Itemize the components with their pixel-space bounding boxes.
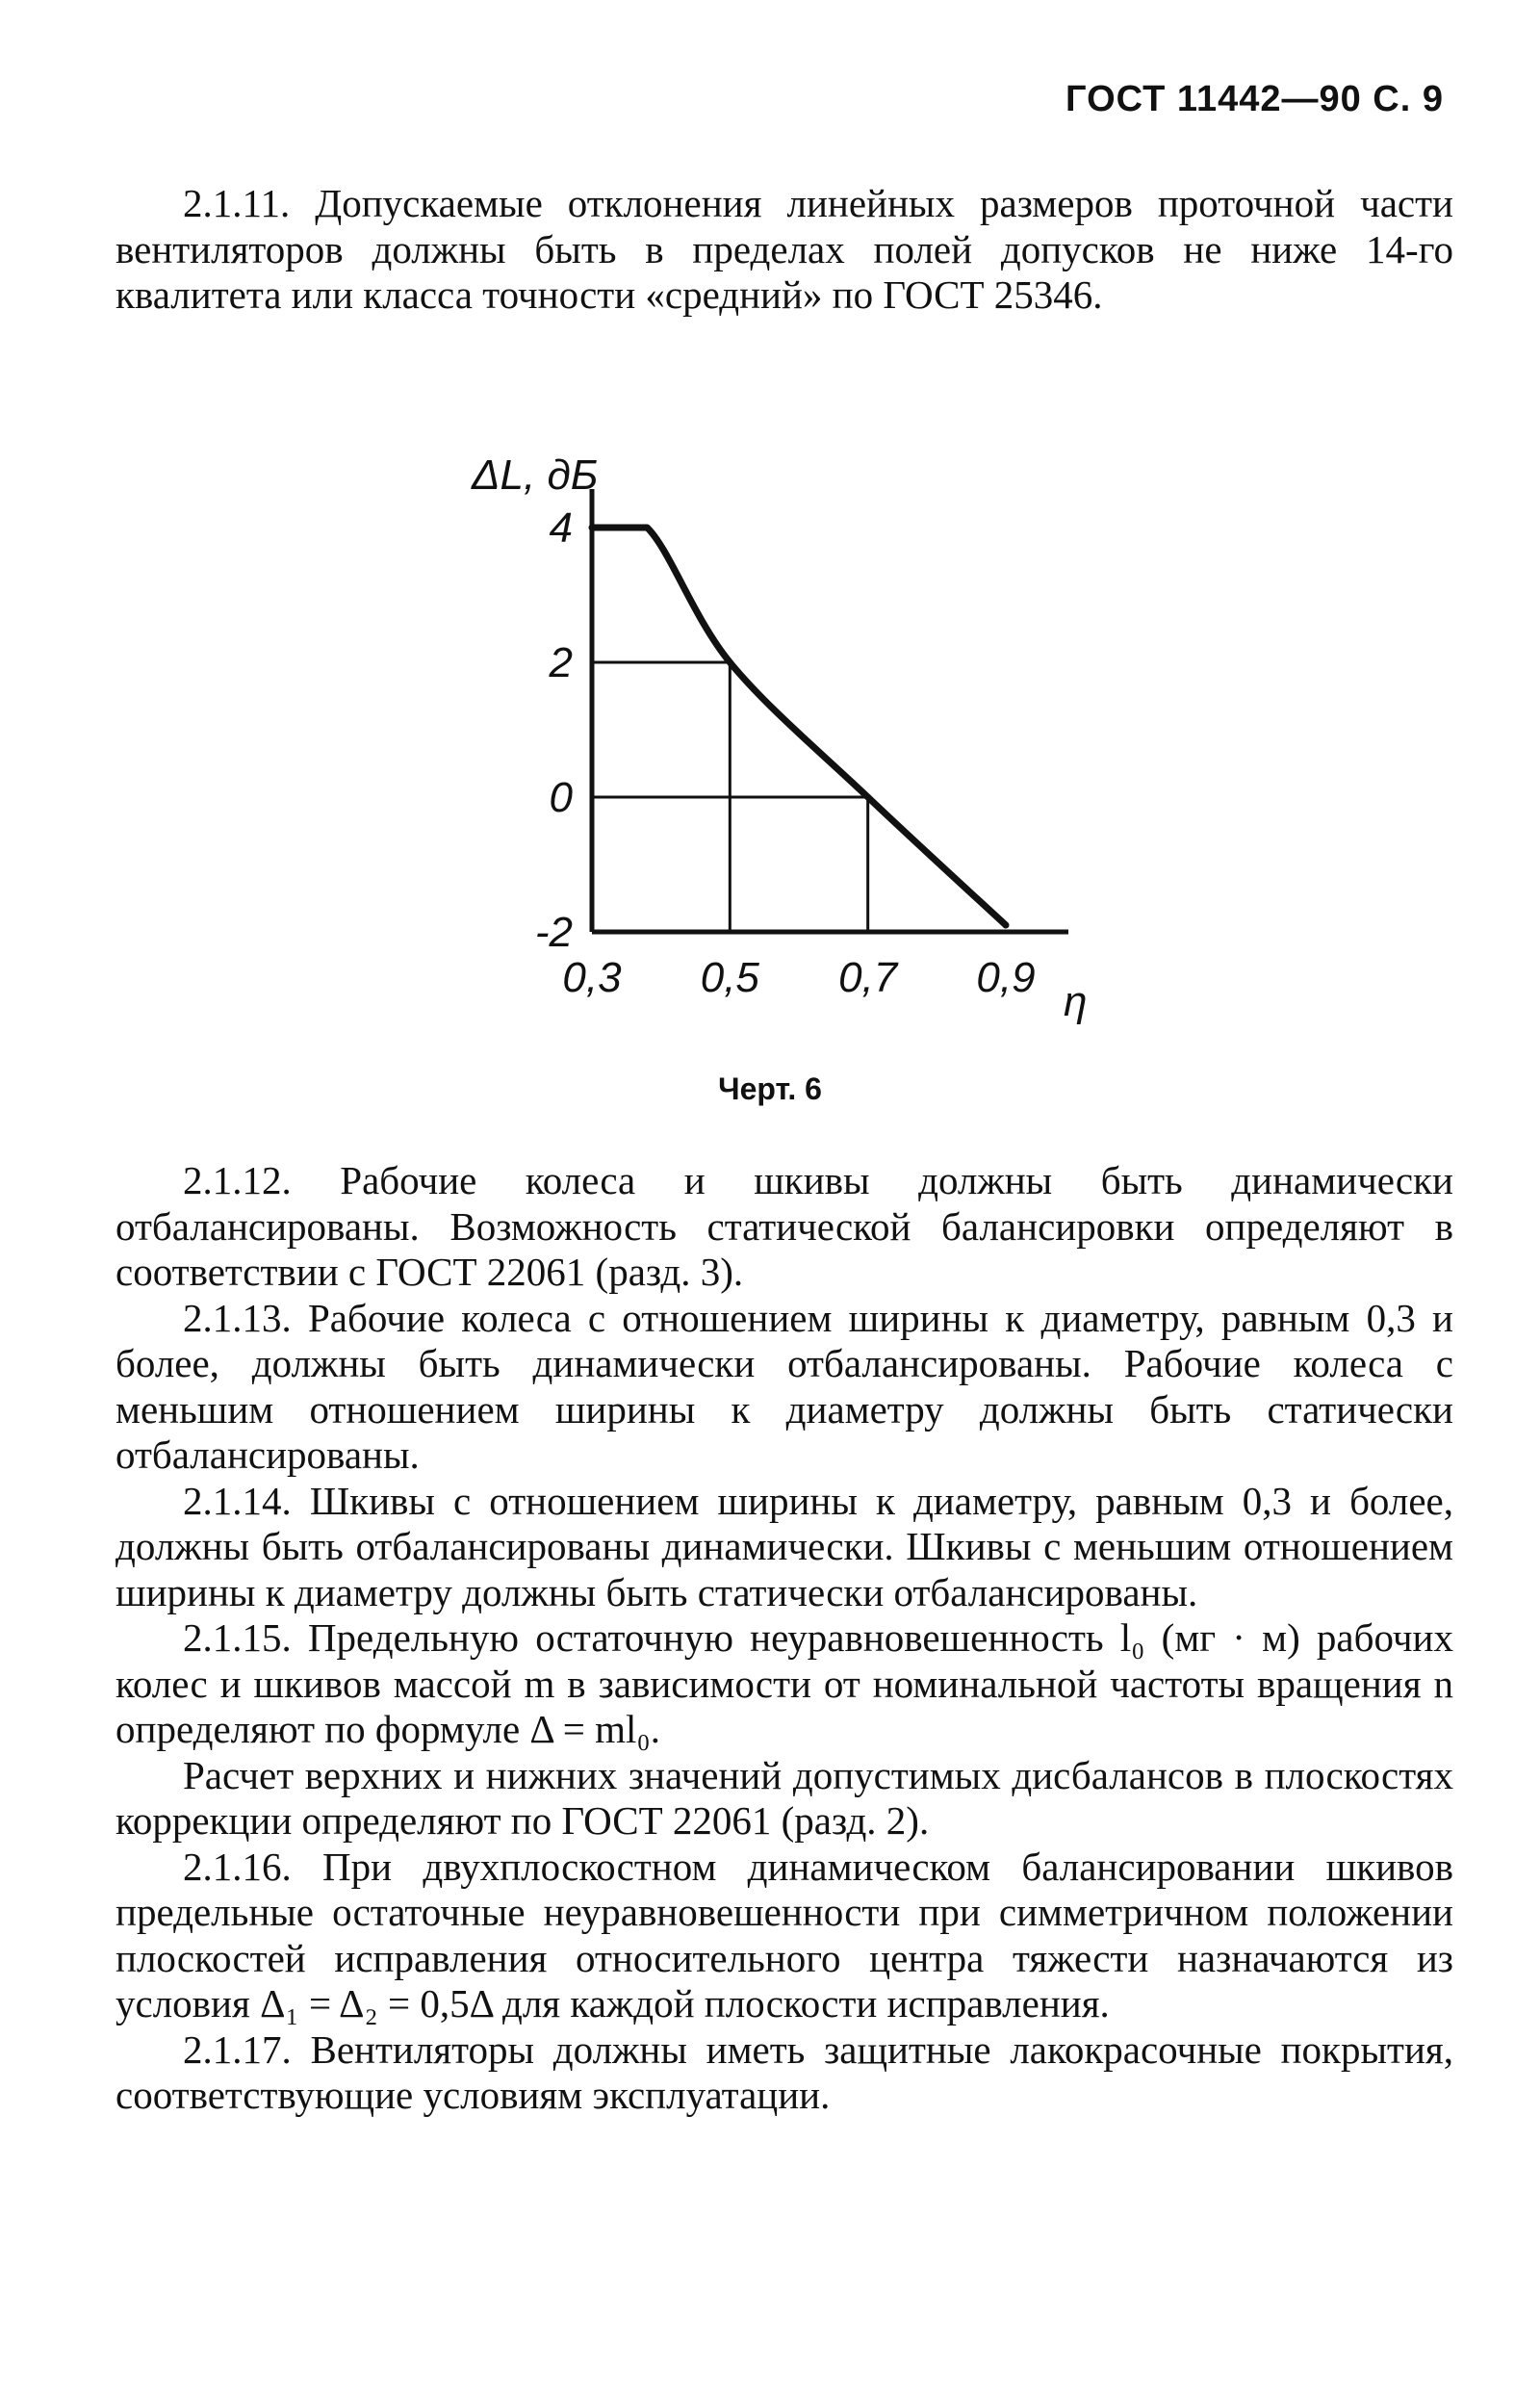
paragraph-2-1-11: 2.1.11. Допускаемые отклонения линейных размеров проточной части вентиляторов должны быть в пределах полей допусков не ниже 14-го квалитета или класса точности «средний» по ГОСТ 25346. [116,181,1453,317]
paragraph-2-1-12: 2.1.12. Рабочие колеса и шкивы должны быть динамически отбалансированы. Возможность статической балансировки определяют в соответствии с ГОСТ 22061 (разд. 3). [116,1158,1453,1294]
y-tick-label: 2 [549,639,573,686]
y-axis-label: ΔL, дБ [472,452,599,499]
chart [0,0,1540,1059]
x-tick-label: 0,9 [976,954,1036,1001]
x-tick-label: 0,3 [562,954,622,1001]
paragraph-2-1-16: 2.1.16. При двухплоскостном динамическом балансировании шкивов предельные остаточные неуравновешенности при симметричном положении плоскостей исправления относительного центра тяжести назначаются из условия Δ₁ = Δ₂ = 0,5Δ для каждой плоскости исправления. [116,1844,1453,2026]
chart-gridlines [592,662,868,932]
paragraph-2-1-17: 2.1.17. Вентиляторы должны иметь защитные лакокрасочные покрытия, соответствующие условиям эксплуатации. [116,2026,1453,2117]
page-header: ГОСТ 11442—90 С. 9 [1065,79,1444,119]
figure-caption: Черт. 6 [718,1071,822,1106]
paragraph-2-1-15: 2.1.15. Предельную остаточную неуравновешенность l₀ (мг · м) рабочих колес и шкивов массой m в зависимости от номинальной частоты вращения n определяют по формуле Δ = ml₀. [116,1615,1453,1751]
paragraph-block-bottom [116,1158,1453,2119]
y-tick-labels [535,504,574,956]
y-tick-label: 0 [549,774,573,821]
paragraph-2-1-14: 2.1.14. Шкивы с отношением ширины к диаметру, равным 0,3 и более, должны быть отбалансированы динамически. Шкивы с меньшим отношением ширины к диаметру должны быть статически отбалансированы. [116,1478,1453,1614]
series-line-delta-l [592,528,1006,925]
y-tick-label: 4 [549,504,573,552]
y-tick-label: -2 [534,909,573,956]
x-tick-label: 0,7 [838,954,898,1001]
chart-series [592,528,1006,925]
paragraph-2-1-13: 2.1.13. Рабочие колеса с отношением ширины к диаметру, равным 0,3 и более, должны быть динамически отбалансированы. Рабочие колеса с меньшим отношением ширины к диаметру должны быть статически отбалансированы. [116,1295,1453,1477]
x-tick-label: 0,5 [700,954,759,1001]
x-tick-labels [562,954,1035,1001]
paragraph-calc-note: Расчет верхних и нижних значений допустимых дисбалансов в плоскостях коррекции определяют по ГОСТ 22061 (разд. 2). [116,1752,1453,1843]
x-axis-label: η [1064,978,1088,1025]
